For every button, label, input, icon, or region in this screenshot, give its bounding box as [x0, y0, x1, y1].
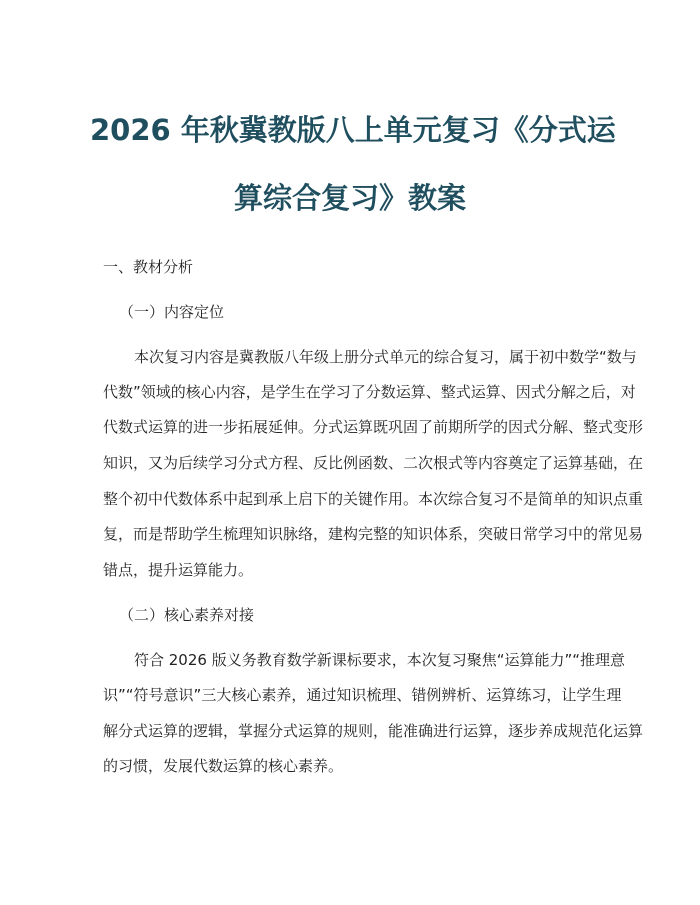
paragraph-1-line-3: 代数式运算的进一步拓展延伸。分式运算既巩固了前期所学的因式分解、整式变形: [103, 418, 644, 436]
paragraph-1-line-7: 错点，提升运算能力。: [103, 561, 254, 579]
subsection-heading-content-positioning: （一）内容定位: [119, 303, 225, 321]
paragraph-2-line-3: 解分式运算的逻辑，掌握分式运算的规则，能准确进行运算，逐步养成规范化运算: [103, 722, 644, 740]
paragraph-1-line-6: 复，而是帮助学生梳理知识脉络，建构完整的知识体系，突破日常学习中的常见易: [103, 525, 644, 543]
section-heading-textbook-analysis: 一、教材分析: [103, 258, 194, 276]
subsection-heading-core-literacy: （二）核心素养对接: [119, 606, 255, 624]
paragraph-1-line-1: 本次复习内容是冀教版八年级上册分式单元的综合复习，属于初中数学“数与: [134, 348, 637, 366]
paragraph-1-line-4: 知识，又为后续学习分式方程、反比例函数、二次根式等内容奠定了运算基础，在: [103, 454, 644, 472]
document-title-line-1: 2026 年秋冀教版八上单元复习《分式运: [90, 113, 616, 147]
document-title-line-2: 算综合复习》教案: [233, 181, 466, 215]
paragraph-2-line-4: 的习惯，发展代数运算的核心素养。: [103, 757, 344, 775]
paragraph-2-line-1: 符合 2026 版义务教育数学新课标要求，本次复习聚焦“运算能力”“推理意: [134, 651, 626, 669]
paragraph-1-line-2: 代数”领域的核心内容，是学生在学习了分数运算、整式运算、因式分解之后，对: [103, 383, 636, 401]
paragraph-1-line-5: 整个初中代数体系中起到承上启下的关键作用。本次综合复习不是简单的知识点重: [103, 490, 644, 508]
paragraph-2-line-2: 识”“符号意识”三大核心素养，通过知识梳理、错例辨析、运算练习，让学生理: [103, 686, 622, 704]
